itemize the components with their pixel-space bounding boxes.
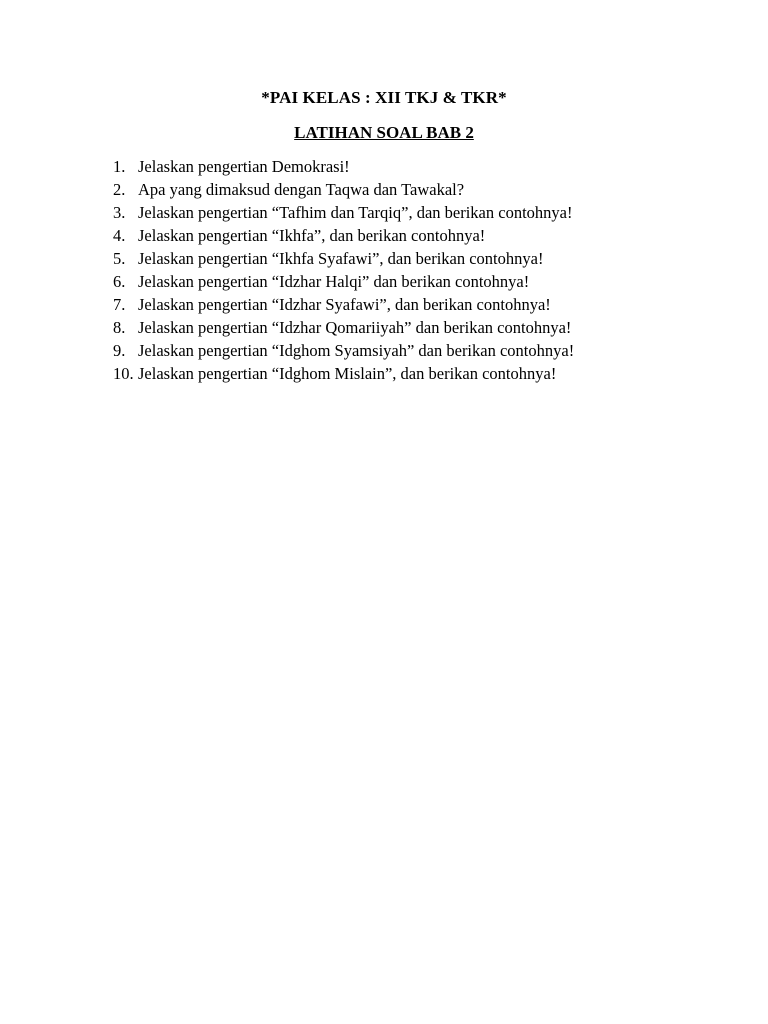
question-item [113, 201, 733, 224]
question-text: Jelaskan pengertian “Idzhar Qomariiyah” dan berikan contohnya! [138, 318, 572, 337]
question-list [113, 155, 733, 385]
question-text: Jelaskan pengertian “Tafhim dan Tarqiq”, dan berikan contohnya! [138, 203, 573, 222]
question-text: Jelaskan pengertian “Ikhfa”, dan berikan contohnya! [138, 226, 486, 245]
question-text: Jelaskan pengertian “Idzhar Halqi” dan berikan contohnya! [138, 272, 530, 291]
question-number: 2. [113, 180, 126, 199]
question-item [113, 155, 733, 178]
question-item [113, 362, 733, 385]
question-number: 3. [113, 203, 126, 222]
question-number: 4. [113, 226, 126, 245]
question-number: 9. [113, 341, 126, 360]
question-text: Jelaskan pengertian Demokrasi! [138, 157, 350, 176]
question-number: 10. [113, 364, 134, 383]
question-item [113, 316, 733, 339]
document-subtitle: LATIHAN SOAL BAB 2 [294, 123, 474, 142]
question-item [113, 339, 733, 362]
question-item [113, 224, 733, 247]
question-number: 7. [113, 295, 126, 314]
question-text: Jelaskan pengertian “Idghom Mislain”, dan berikan contohnya! [138, 364, 557, 383]
question-number: 8. [113, 318, 126, 337]
document-title: *PAI KELAS : XII TKJ & TKR* [261, 88, 507, 107]
question-item [113, 178, 733, 201]
question-item [113, 293, 733, 316]
question-text: Apa yang dimaksud dengan Taqwa dan Tawakal? [138, 180, 465, 199]
question-number: 6. [113, 272, 126, 291]
question-text: Jelaskan pengertian “Ikhfa Syafawi”, dan berikan contohnya! [138, 249, 544, 268]
question-item [113, 247, 733, 270]
question-text: Jelaskan pengertian “Idzhar Syafawi”, dan berikan contohnya! [138, 295, 551, 314]
question-number: 1. [113, 157, 126, 176]
question-item [113, 270, 733, 293]
question-number: 5. [113, 249, 126, 268]
question-text: Jelaskan pengertian “Idghom Syamsiyah” dan berikan contohnya! [138, 341, 575, 360]
